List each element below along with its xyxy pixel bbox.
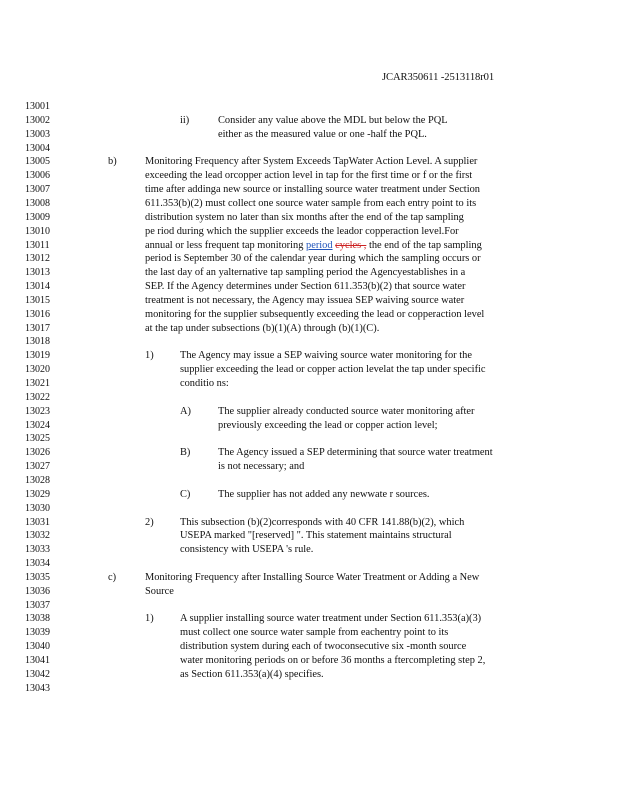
line-text xyxy=(218,446,493,460)
line-text xyxy=(218,405,475,419)
text-run: the end of the tap sampling xyxy=(366,239,482,251)
item-label: b) xyxy=(108,156,117,168)
text-run: pe riod during which the supplier exceeds the leador copperaction level.For xyxy=(145,225,459,237)
line-number: 13004 xyxy=(25,142,50,154)
line-text xyxy=(145,183,480,197)
line-text xyxy=(180,640,466,654)
item-label: B) xyxy=(180,447,191,459)
text-run: period is September 30 of the calendar year during which the sampling occurs or xyxy=(145,253,481,265)
line-number: 13036 xyxy=(25,585,50,597)
line-number: 13024 xyxy=(25,419,50,431)
text-run: previously exceeding the lead or copper action level; xyxy=(218,419,438,431)
line-number: 13017 xyxy=(25,322,50,334)
line-number: 13016 xyxy=(25,308,50,320)
item-label: 1) xyxy=(145,350,154,362)
line-number: 13012 xyxy=(25,253,50,265)
line-number: 13031 xyxy=(25,516,50,528)
text-run: supplier exceeding the lead or copper action levelat the tap under specific xyxy=(180,364,486,376)
line-text xyxy=(180,363,486,377)
line-number: 13026 xyxy=(25,447,50,459)
line-text xyxy=(145,571,479,585)
line-text xyxy=(145,585,174,599)
line-text xyxy=(180,668,324,682)
line-number: 13005 xyxy=(25,156,50,168)
line-number: 13038 xyxy=(25,613,50,625)
line-text xyxy=(145,155,477,169)
text-run: water monitoring periods on or before 36 months a ftercompleting step 2, xyxy=(180,655,486,666)
line-text xyxy=(180,626,448,640)
line-text xyxy=(145,252,481,266)
line-text xyxy=(180,612,481,626)
item-label: 1) xyxy=(145,613,154,625)
text-run: Monitoring Frequency after System Exceeds TapWater Action Level. A supplier xyxy=(145,156,478,168)
text-run: is not necessary; and xyxy=(218,461,305,473)
text-run: at the tap under subsections (b)(1)(A) through (b)(1)(C). xyxy=(145,322,380,334)
line-text xyxy=(145,169,472,183)
text-run: USEPA marked "[reserved] ". This statement maintains structural xyxy=(180,530,452,542)
line-number: 13023 xyxy=(25,405,50,417)
line-number: 13037 xyxy=(25,599,50,611)
text-run: distribution system no later than six months after the end of the tap sampling xyxy=(145,211,464,223)
inserted-text: period xyxy=(306,239,333,251)
line-number: 13006 xyxy=(25,170,50,182)
line-number: 13042 xyxy=(25,668,50,680)
line-number: 13018 xyxy=(25,336,50,348)
text-run: The supplier already conducted source water monitoring after xyxy=(218,405,475,417)
item-label: c) xyxy=(108,571,117,583)
line-number: 13034 xyxy=(25,558,50,570)
item-label: C) xyxy=(180,488,191,500)
line-text xyxy=(145,266,465,280)
line-text xyxy=(180,377,229,391)
text-run: as Section 611.353(a)(4) specifies. xyxy=(180,668,324,680)
line-number: 13014 xyxy=(25,281,50,293)
line-number: 13008 xyxy=(25,197,50,209)
text-run: annual or less frequent tap monitoring xyxy=(145,239,307,251)
line-text xyxy=(145,211,464,225)
line-text xyxy=(218,128,427,142)
line-number: 13033 xyxy=(25,544,50,556)
line-text xyxy=(145,308,484,322)
text-run: distribution system during each of twoconsecutive six -month source xyxy=(180,641,467,653)
line-number: 13039 xyxy=(25,627,50,639)
line-number: 13001 xyxy=(25,101,50,112)
line-text xyxy=(145,322,379,336)
text-run: time after addinga new source or installing source water treatment under Section xyxy=(145,184,480,196)
text-run: Monitoring Frequency after Installing Source Water Treatment or Adding a New xyxy=(145,571,480,583)
text-run: The supplier has not added any newwate r sources. xyxy=(218,488,430,500)
line-text xyxy=(180,349,472,363)
line-number: 13007 xyxy=(25,184,50,196)
text-run: must collect one source water sample from eachentry point to its xyxy=(180,627,449,639)
line-number: 13021 xyxy=(25,378,50,389)
text-run: The Agency may issue a SEP waiving source water monitoring for the xyxy=(180,350,472,362)
text-run: exceeding the lead orcopper action level in tap for the first time or f or the first xyxy=(145,170,473,182)
line-number: 13011 xyxy=(25,239,50,251)
text-run: conditio ns: xyxy=(180,378,229,389)
document-header: JCAR350611 -2513118r01 xyxy=(382,72,495,83)
line-number: 13003 xyxy=(25,128,50,140)
text-run: 611.353(b)(2) must collect one source water sample from each entry point to its xyxy=(145,197,477,209)
text-run: Source xyxy=(145,585,174,597)
line-number: 13010 xyxy=(25,225,50,237)
text-run: either as the measured value or one -half the PQL. xyxy=(218,128,427,140)
item-label: 2) xyxy=(145,516,154,528)
line-number: 13035 xyxy=(25,571,50,583)
text-run: consistency with USEPA 's rule. xyxy=(180,544,314,556)
line-number: 13040 xyxy=(25,641,50,653)
line-number: 13027 xyxy=(25,461,50,473)
text-run: monitoring for the supplier subsequently exceeding the lead or copperaction level xyxy=(145,308,485,320)
line-text xyxy=(218,488,430,502)
line-number: 13015 xyxy=(25,294,50,306)
line-text xyxy=(145,225,459,239)
line-text xyxy=(180,654,485,668)
text-run: This subsection (b)(2)corresponds with 40 CFR 141.88(b)(2), which xyxy=(180,516,465,528)
line-text xyxy=(218,419,438,433)
text-run: The Agency issued a SEP determining that source water treatment xyxy=(218,447,493,459)
line-text xyxy=(180,543,313,557)
line-text xyxy=(218,114,448,128)
line-number: 13009 xyxy=(25,211,50,223)
item-label: A) xyxy=(180,405,191,417)
line-text xyxy=(218,460,304,474)
line-number: 13028 xyxy=(25,474,50,486)
line-text xyxy=(145,294,464,308)
text-run: Consider any value above the MDL but below the PQL xyxy=(218,114,448,126)
deleted-text: cycles , xyxy=(335,239,367,251)
text-run: treatment is not necessary, the Agency may issuea SEP waiving source water xyxy=(145,294,465,306)
text-run: the last day of an yalternative tap sampling period the Agencyestablishes in a xyxy=(145,267,466,279)
text-run: SEP. If the Agency determines under Section 611.353(b)(2) that source water xyxy=(145,281,466,293)
line-text xyxy=(145,239,482,253)
line-text xyxy=(180,529,452,543)
line-number: 13025 xyxy=(25,433,50,445)
line-number: 13041 xyxy=(25,655,50,666)
line-text xyxy=(180,516,464,530)
line-text xyxy=(145,280,465,294)
text-run: A supplier installing source water treatment under Section 611.353(a)(3) xyxy=(180,613,482,625)
line-number: 13030 xyxy=(25,502,50,514)
line-number: 13002 xyxy=(25,114,50,126)
line-number: 13019 xyxy=(25,350,50,362)
line-number: 13043 xyxy=(25,682,50,694)
line-number: 13020 xyxy=(25,364,50,376)
line-number: 13013 xyxy=(25,267,50,279)
item-label: ii) xyxy=(180,114,190,126)
line-number: 13022 xyxy=(25,391,50,403)
line-text xyxy=(145,197,476,211)
line-number: 13029 xyxy=(25,488,50,500)
line-number: 13032 xyxy=(25,530,50,542)
